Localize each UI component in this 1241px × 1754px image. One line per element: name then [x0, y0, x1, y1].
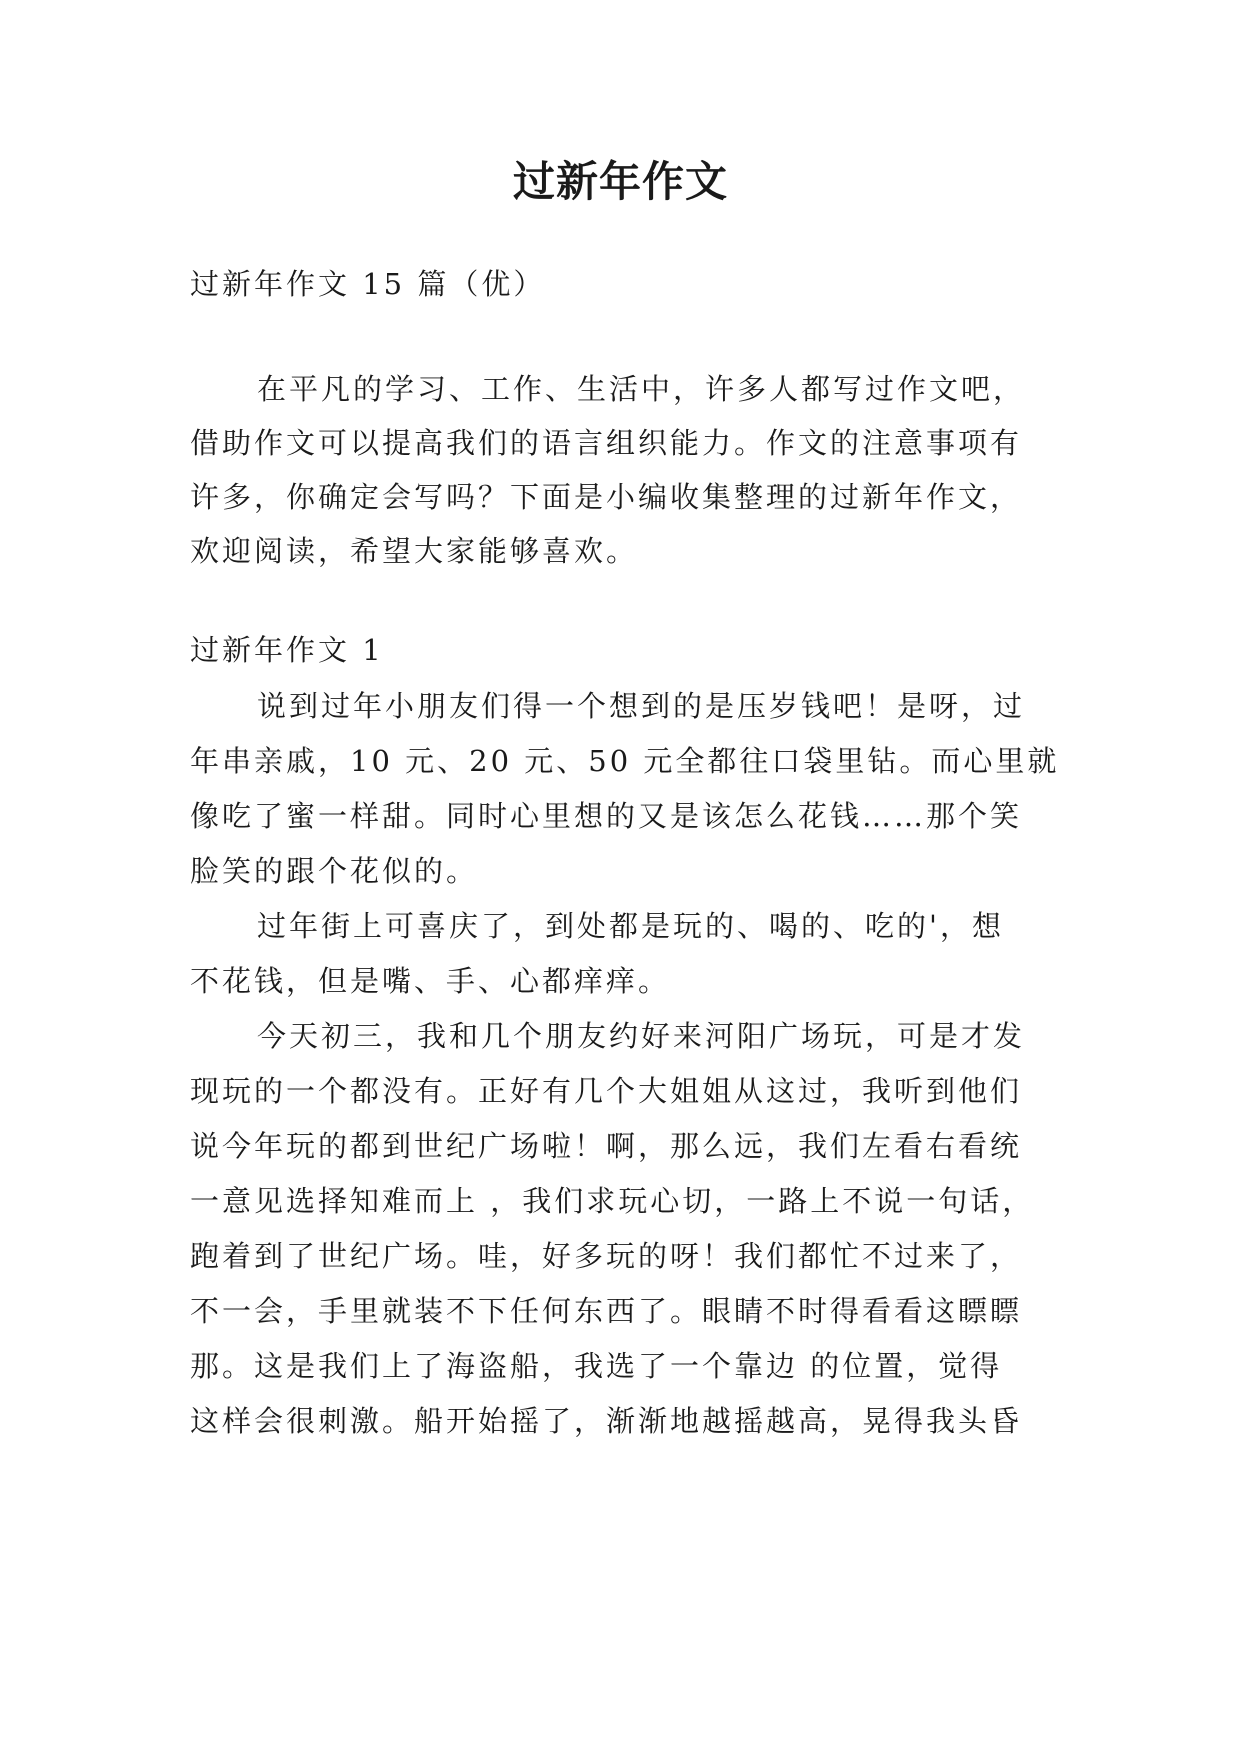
paragraph2-line-2: 不花钱，但是嘴、手、心都痒痒。: [190, 964, 671, 998]
document-subtitle: 过新年作文 15 篇（优）: [190, 267, 546, 301]
intro-line-2: 借助作文可以提高我们的语言组织能力。作文的注意事项有: [190, 426, 1023, 460]
intro-line-4: 欢迎阅读，希望大家能够喜欢。: [190, 534, 639, 568]
paragraph1-line-4: 脸笑的跟个花似的。: [190, 854, 479, 888]
paragraph3-line-1: 今天初三，我和几个朋友约好来河阳广场玩，可是才发: [257, 1019, 1026, 1053]
paragraph1-line-2: 年串亲戚，10 元、20 元、50 元全都往口袋里钻。而心里就: [190, 744, 1060, 778]
document-title: 过新年作文: [512, 157, 728, 206]
section-heading: 过新年作文 1: [190, 633, 384, 667]
paragraph2-line-1: 过年街上可喜庆了，到处都是玩的、喝的、吃的'，想: [257, 909, 1004, 943]
paragraph3-line-8: 这样会很刺激。船开始摇了，渐渐地越摇越高，晃得我头昏: [190, 1404, 1023, 1438]
paragraph3-line-3: 说今年玩的都到世纪广场啦！啊，那么远，我们左看右看统: [190, 1129, 1023, 1163]
paragraph1-line-3: 像吃了蜜一样甜。同时心里想的又是该怎么花钱……那个笑: [190, 799, 1023, 833]
paragraph3-line-2: 现玩的一个都没有。正好有几个大姐姐从这过，我听到他们: [190, 1074, 1023, 1108]
paragraph3-line-4: 一意见选择知难而上 ，我们求玩心切，一路上不说一句话，: [190, 1184, 1035, 1218]
intro-line-1: 在平凡的学习、工作、生活中，许多人都写过作文吧，: [257, 372, 1026, 406]
intro-line-3: 许多，你确定会写吗？下面是小编收集整理的过新年作文，: [190, 480, 1023, 514]
paragraph1-line-1: 说到过年小朋友们得一个想到的是压岁钱吧！是呀，过: [257, 689, 1026, 723]
paragraph3-line-7: 那。这是我们上了海盗船，我选了一个靠边 的位置，觉得: [190, 1349, 1003, 1383]
paragraph3-line-6: 不一会，手里就装不下任何东西了。眼睛不时得看看这瞟瞟: [190, 1294, 1023, 1328]
paragraph3-line-5: 跑着到了世纪广场。哇，好多玩的呀！我们都忙不过来了，: [190, 1239, 1023, 1273]
